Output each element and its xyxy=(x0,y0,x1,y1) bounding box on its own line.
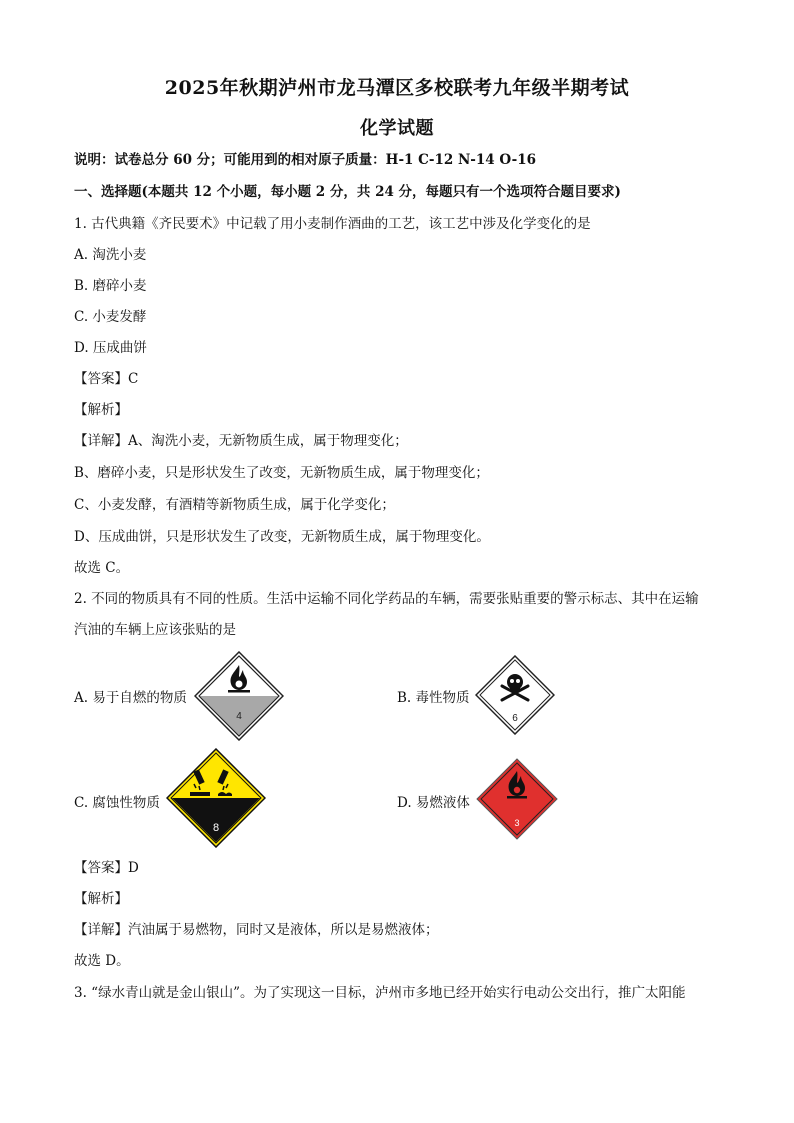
q2-conclusion: 故选 D。 xyxy=(74,953,130,969)
hazard-sign-flammable-liquid xyxy=(476,758,558,840)
hazard-sign-toxic xyxy=(475,655,555,735)
q1-detail-c: C、小麦发酵，有酒精等新物质生成，属于化学变化； xyxy=(74,497,395,513)
q1-option-c: C. 小麦发酵 xyxy=(74,309,147,325)
q1-detail-d: D、压成曲饼，只是形状发生了改变，无新物质生成，属于物理变化。 xyxy=(74,529,490,545)
sign-number: 4 xyxy=(236,711,242,722)
section-heading: 一、选择题(本题共 12 个小题，每小题 2 分，共 24 分，每题只有一个选项符合题目要求) xyxy=(74,184,621,200)
q2-option-a-label: A. 易于自燃的物质 xyxy=(74,690,187,706)
q3-stem-line1: 3. “绿水青山就是金山银山”。为了实现这一目标，泸州市多地已经开始实行电动公交出行，推广太阳能 xyxy=(74,985,686,1001)
q2-option-d-label: D. 易燃液体 xyxy=(397,795,470,811)
exam-title: 2025年秋期泸州市龙马潭区多校联考九年级半期考试 xyxy=(164,77,630,99)
hazard-sign-spontaneous-combustion xyxy=(194,651,284,741)
sign-number: 6 xyxy=(512,713,518,724)
q1-option-d: D. 压成曲饼 xyxy=(74,340,147,356)
q1-option-a: A. 淘洗小麦 xyxy=(74,247,147,263)
sign-number: 8 xyxy=(212,822,220,834)
q1-analysis-label: 【解析】 xyxy=(74,402,128,418)
q2-analysis-label: 【解析】 xyxy=(74,891,128,907)
q1-detail-b: B、磨碎小麦，只是形状发生了改变，无新物质生成，属于物理变化； xyxy=(74,465,489,481)
q1-conclusion: 故选 C。 xyxy=(74,560,130,576)
exam-note: 说明：试卷总分 60 分；可能用到的相对原子质量：H-1 C-12 N-14 O-16 xyxy=(74,152,537,168)
q2-answer: 【答案】D xyxy=(74,860,139,876)
q1-option-b: B. 磨碎小麦 xyxy=(74,278,147,294)
q1-answer: 【答案】C xyxy=(74,371,139,387)
sign-number: 3 xyxy=(514,818,520,828)
exam-subtitle: 化学试题 xyxy=(360,118,434,139)
q2-stem-line1: 2. 不同的物质具有不同的性质。生活中运输不同化学药品的车辆，需要张贴重要的警示标志、其中在运输 xyxy=(74,591,699,607)
q2-stem-line2: 汽油的车辆上应该张贴的是 xyxy=(74,622,236,638)
q1-detail-a: 【详解】A、淘洗小麦，无新物质生成，属于物理变化； xyxy=(74,433,408,449)
q2-option-c-label: C. 腐蚀性物质 xyxy=(74,795,160,811)
q2-option-b-label: B. 毒性物质 xyxy=(397,690,470,706)
q1-stem: 1. 古代典籍《齐民要术》中记载了用小麦制作酒曲的工艺，该工艺中涉及化学变化的是 xyxy=(74,216,591,232)
q2-detail: 【详解】汽油属于易燃物，同时又是液体，所以是易燃液体； xyxy=(74,922,439,938)
hazard-sign-corrosive xyxy=(166,748,266,848)
